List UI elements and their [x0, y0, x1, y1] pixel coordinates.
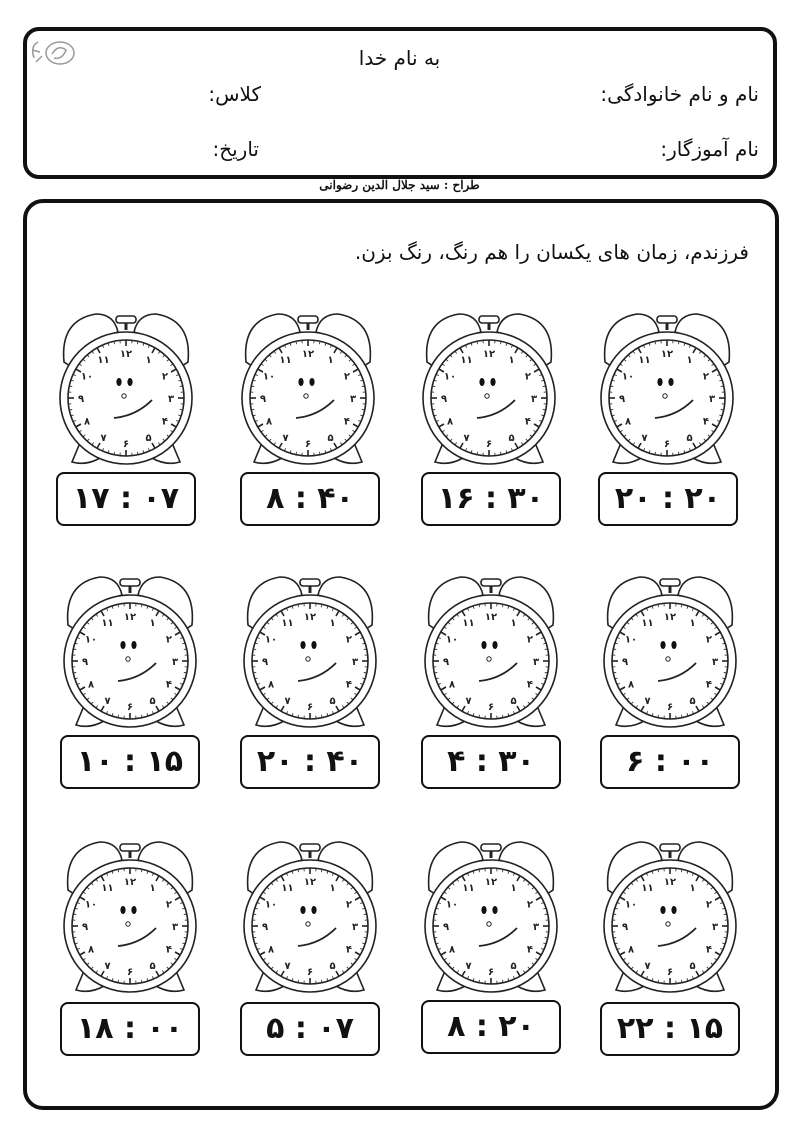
clock-numeral: ۶	[485, 439, 493, 450]
clock-numeral: ۶	[487, 967, 495, 978]
clock-numeral: ۹	[261, 657, 269, 668]
clock-eye-right	[671, 641, 676, 649]
clock-numeral: ۸	[267, 679, 275, 691]
clock-numeral: ۹	[442, 657, 450, 668]
clock-numeral: ۷	[282, 432, 289, 444]
clock-numeral: ۱۰	[262, 371, 276, 383]
clock-numeral: ۱۰	[84, 634, 98, 646]
clock-numeral: ۳	[711, 922, 719, 933]
clock-numeral: ۹	[621, 922, 629, 933]
time-box: ۲۰ : ۲۰	[598, 472, 738, 526]
clock-numeral: ۲	[161, 371, 169, 383]
name-field-label: نام و نام خانوادگی:	[600, 82, 759, 106]
clock-numeral: ۳	[532, 657, 540, 668]
clock-knob	[116, 316, 136, 323]
clock-numeral: ۷	[104, 960, 111, 972]
clock-numeral: ۱۰	[84, 899, 98, 911]
clock-knob	[660, 844, 680, 851]
clock-numeral: ۱	[689, 883, 696, 895]
clock-numeral: ۸	[624, 416, 632, 428]
designer-credit: طراح : سید جلال الدین رضوانی	[319, 178, 480, 192]
clock-numeral: ۱	[510, 883, 517, 895]
clock-numeral: ۷	[465, 960, 472, 972]
clock-numeral: ۹	[621, 657, 629, 668]
page-title: به نام خدا	[358, 46, 441, 70]
clock-numeral: ۱۰	[624, 899, 638, 911]
clock-numeral: ۱۲	[484, 877, 498, 888]
clock-eye-left	[120, 906, 125, 914]
clock-numeral: ۱۲	[119, 349, 133, 360]
clock-numeral: ۸	[448, 679, 456, 691]
clock-knob	[120, 579, 140, 586]
clock-numeral: ۱۱	[638, 355, 651, 367]
clock-numeral: ۱۲	[663, 877, 677, 888]
clock-numeral: ۱۲	[663, 612, 677, 623]
clock-numeral: ۴	[526, 944, 534, 956]
clock-numeral: ۴	[345, 679, 353, 691]
clock-numeral: ۳	[530, 394, 538, 405]
time-box: ۱۰ : ۱۵	[60, 735, 200, 789]
clock-numeral: ۸	[627, 944, 635, 956]
clock-numeral: ۱۰	[621, 371, 635, 383]
clock-numeral: ۱۲	[482, 349, 496, 360]
clock-eye-left	[660, 641, 665, 649]
clock-numeral: ۱	[329, 883, 336, 895]
clock-numeral: ۵	[145, 432, 152, 444]
time-box: ۱۶ : ۳۰	[421, 472, 561, 526]
clock-eye-right	[311, 906, 316, 914]
clock-numeral: ۱۰	[624, 634, 638, 646]
clock-numeral: ۳	[171, 657, 179, 668]
clock-knob	[657, 316, 677, 323]
clock-numeral: ۹	[618, 394, 626, 405]
clock-numeral: ۱	[686, 355, 693, 367]
time-box: ۶ : ۰۰	[600, 735, 740, 789]
clock-numeral: ۲	[526, 634, 534, 646]
clock-numeral: ۱۱	[97, 355, 110, 367]
clock-numeral: ۸	[87, 944, 95, 956]
clock-eye-left	[116, 378, 121, 386]
clock-numeral: ۷	[465, 695, 472, 707]
clock-eye-right	[492, 641, 497, 649]
clock-numeral: ۱۲	[484, 612, 498, 623]
clock-numeral: ۳	[532, 922, 540, 933]
clock-numeral: ۵	[149, 695, 156, 707]
alarm-clock-icon[interactable]	[60, 828, 200, 996]
clock-numeral: ۳	[349, 394, 357, 405]
instruction-text: فرزندم، زمان های یکسان را هم رنگ، رنگ بزن.	[354, 240, 749, 264]
time-box: ۸ : ۲۰	[421, 1000, 561, 1054]
clock-numeral: ۳	[351, 657, 359, 668]
clock-numeral: ۱	[327, 355, 334, 367]
clock-numeral: ۹	[77, 394, 85, 405]
clock-numeral: ۷	[644, 960, 651, 972]
clock-numeral: ۹	[259, 394, 267, 405]
clock-numeral: ۶	[666, 702, 674, 713]
alarm-clock-icon[interactable]	[421, 563, 561, 731]
clock-numeral: ۵	[510, 960, 517, 972]
clock-numeral: ۱۱	[281, 618, 294, 630]
clock-numeral: ۳	[171, 922, 179, 933]
clock-numeral: ۹	[261, 922, 269, 933]
time-box: ۱۸ : ۰۰	[60, 1002, 200, 1056]
clock-knob	[298, 316, 318, 323]
clock-numeral: ۲	[165, 899, 173, 911]
date-field-label: تاریخ:	[212, 137, 259, 161]
clock-eye-right	[671, 906, 676, 914]
time-box: ۴ : ۳۰	[421, 735, 561, 789]
clock-numeral: ۴	[702, 416, 710, 428]
clock-numeral: ۳	[351, 922, 359, 933]
clock-numeral: ۶	[306, 702, 314, 713]
clock-numeral: ۸	[446, 416, 454, 428]
clock-numeral: ۹	[440, 394, 448, 405]
clock-numeral: ۸	[83, 416, 91, 428]
alarm-clock-icon[interactable]	[238, 300, 378, 468]
clock-numeral: ۵	[510, 695, 517, 707]
clock-eye-right	[127, 378, 132, 386]
clock-numeral: ۵	[686, 432, 693, 444]
clock-numeral: ۱۱	[462, 883, 475, 895]
clock-numeral: ۲	[524, 371, 532, 383]
clock-numeral: ۳	[708, 394, 716, 405]
clock-eye-right	[131, 906, 136, 914]
time-box: ۲۰ : ۴۰	[240, 735, 380, 789]
clock-numeral: ۴	[526, 679, 534, 691]
alarm-clock-icon[interactable]	[597, 300, 737, 468]
clock-numeral: ۲	[705, 634, 713, 646]
clock-numeral: ۲	[345, 899, 353, 911]
clock-numeral: ۷	[104, 695, 111, 707]
clock-numeral: ۱۰	[264, 634, 278, 646]
clock-numeral: ۷	[100, 432, 107, 444]
clock-numeral: ۵	[149, 960, 156, 972]
clock-numeral: ۱	[149, 883, 156, 895]
clock-numeral: ۶	[126, 967, 134, 978]
clock-numeral: ۹	[442, 922, 450, 933]
clock-numeral: ۶	[306, 967, 314, 978]
alarm-clock-icon[interactable]	[419, 300, 559, 468]
clock-numeral: ۳	[711, 657, 719, 668]
clock-eye-left	[481, 641, 486, 649]
clock-eye-right	[311, 641, 316, 649]
clock-numeral: ۱۲	[303, 877, 317, 888]
time-box: ۲۲ : ۱۵	[600, 1002, 740, 1056]
clock-numeral: ۱۰	[264, 899, 278, 911]
clock-knob	[481, 579, 501, 586]
clock-numeral: ۲	[165, 634, 173, 646]
clock-numeral: ۴	[705, 679, 713, 691]
clock-numeral: ۵	[327, 432, 334, 444]
clock-numeral: ۱۱	[101, 618, 114, 630]
clock-numeral: ۱۱	[279, 355, 292, 367]
clock-numeral: ۱۱	[281, 883, 294, 895]
clock-numeral: ۶	[487, 702, 495, 713]
clock-knob	[300, 844, 320, 851]
time-box: ۸ : ۴۰	[240, 472, 380, 526]
clock-numeral: ۱۲	[123, 612, 137, 623]
clock-numeral: ۴	[705, 944, 713, 956]
clock-numeral: ۵	[329, 960, 336, 972]
clock-numeral: ۱	[508, 355, 515, 367]
alarm-clock-icon[interactable]	[240, 828, 380, 996]
clock-numeral: ۱	[510, 618, 517, 630]
clock-numeral: ۹	[81, 657, 89, 668]
clock-numeral: ۱۰	[445, 634, 459, 646]
clock-eye-left	[120, 641, 125, 649]
alarm-clock-icon[interactable]	[60, 563, 200, 731]
alarm-clock-icon[interactable]	[240, 563, 380, 731]
clock-numeral: ۱۱	[462, 618, 475, 630]
clock-numeral: ۹	[81, 922, 89, 933]
clock-eye-left	[298, 378, 303, 386]
clock-numeral: ۶	[304, 439, 312, 450]
clock-numeral: ۱۱	[460, 355, 473, 367]
clock-numeral: ۱۰	[80, 371, 94, 383]
clock-knob	[479, 316, 499, 323]
clock-knob	[300, 579, 320, 586]
clock-numeral: ۴	[161, 416, 169, 428]
class-field-label: کلاس:	[208, 82, 261, 106]
clock-eye-right	[309, 378, 314, 386]
clock-numeral: ۳	[167, 394, 175, 405]
time-box: ۱۷ : ۰۷	[56, 472, 196, 526]
clock-numeral: ۵	[689, 960, 696, 972]
clock-numeral: ۲	[702, 371, 710, 383]
clock-numeral: ۱۰	[443, 371, 457, 383]
clock-numeral: ۷	[284, 960, 291, 972]
clock-numeral: ۷	[641, 432, 648, 444]
clock-numeral: ۶	[122, 439, 130, 450]
clock-numeral: ۷	[284, 695, 291, 707]
clock-numeral: ۱۲	[123, 877, 137, 888]
clock-numeral: ۱۱	[101, 883, 114, 895]
clock-eye-left	[657, 378, 662, 386]
clock-numeral: ۲	[343, 371, 351, 383]
clock-numeral: ۱۰	[445, 899, 459, 911]
clock-knob	[120, 844, 140, 851]
clock-numeral: ۱۱	[641, 618, 654, 630]
clock-numeral: ۶	[126, 702, 134, 713]
clock-numeral: ۷	[644, 695, 651, 707]
clock-numeral: ۴	[345, 944, 353, 956]
clock-numeral: ۱	[149, 618, 156, 630]
clock-eye-right	[490, 378, 495, 386]
clock-eye-right	[131, 641, 136, 649]
clock-numeral: ۱	[145, 355, 152, 367]
clock-numeral: ۴	[524, 416, 532, 428]
clock-numeral: ۱	[689, 618, 696, 630]
clock-numeral: ۸	[265, 416, 273, 428]
clock-numeral: ۶	[666, 967, 674, 978]
clock-eye-right	[668, 378, 673, 386]
clock-numeral: ۸	[627, 679, 635, 691]
alarm-clock-icon[interactable]	[600, 563, 740, 731]
clock-numeral: ۴	[343, 416, 351, 428]
clock-numeral: ۸	[87, 679, 95, 691]
clock-numeral: ۱۱	[641, 883, 654, 895]
clock-knob	[660, 579, 680, 586]
clock-eye-left	[300, 906, 305, 914]
clock-knob	[481, 844, 501, 851]
clock-numeral: ۸	[267, 944, 275, 956]
clock-numeral: ۵	[689, 695, 696, 707]
clock-numeral: ۶	[663, 439, 671, 450]
alarm-clock-icon[interactable]	[600, 828, 740, 996]
clock-eye-left	[660, 906, 665, 914]
clock-numeral: ۵	[329, 695, 336, 707]
clock-numeral: ۱	[329, 618, 336, 630]
clock-eye-left	[479, 378, 484, 386]
time-box: ۵ : ۰۷	[240, 1002, 380, 1056]
clock-eye-right	[492, 906, 497, 914]
clock-numeral: ۱۲	[301, 349, 315, 360]
clock-numeral: ۴	[165, 944, 173, 956]
clock-eye-left	[481, 906, 486, 914]
alarm-clock-icon[interactable]	[421, 828, 561, 996]
clock-numeral: ۲	[526, 899, 534, 911]
alarm-clock-icon[interactable]	[56, 300, 196, 468]
clock-eye-left	[300, 641, 305, 649]
clock-numeral: ۱۲	[303, 612, 317, 623]
clock-numeral: ۵	[508, 432, 515, 444]
clock-numeral: ۱۲	[660, 349, 674, 360]
clock-numeral: ۸	[448, 944, 456, 956]
clock-numeral: ۲	[705, 899, 713, 911]
clock-numeral: ۷	[463, 432, 470, 444]
clock-numeral: ۲	[345, 634, 353, 646]
clock-numeral: ۴	[165, 679, 173, 691]
teacher-field-label: نام آموزگار:	[660, 137, 759, 161]
